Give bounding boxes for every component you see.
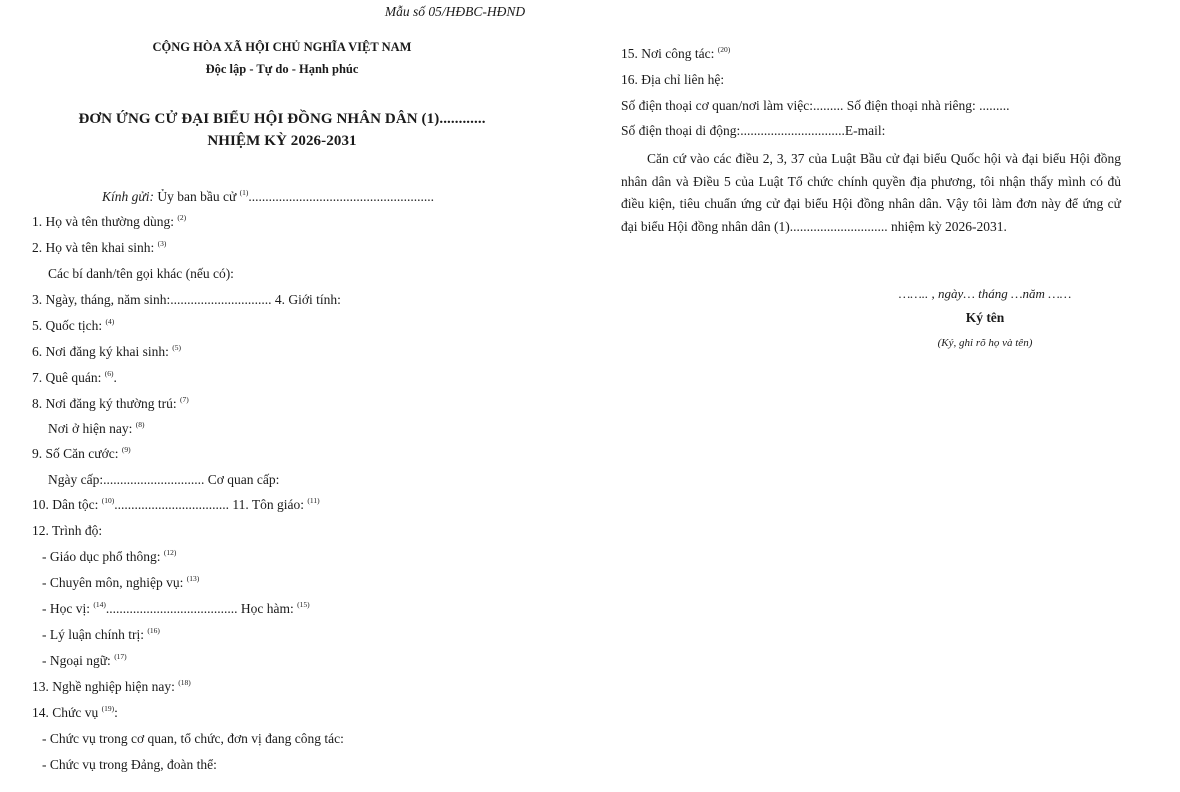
field-current-residence: Nơi ở hiện nay: $^{(8)}$ [48, 420, 145, 436]
field-dob-gender: 3. Ngày, tháng, năm sinh:.............................. 4. Giới tính: [32, 292, 341, 307]
greeting [102, 188, 434, 206]
field-general-education: - Giáo dục phổ thông: $^{(12)}$ [42, 548, 177, 564]
field-common-name: 1. Họ và tên thường dùng: $^{(2)}$ [32, 213, 187, 229]
field-aliases: Các bí danh/tên gọi khác (nếu có): [48, 266, 234, 281]
field-position: 14. Chức vụ $^{(19)}$: [32, 704, 118, 720]
form-title-line1: ĐƠN ỨNG CỬ ĐẠI BIỂU HỘI ĐỒNG NHÂN DÂN (1)............ [78, 111, 486, 127]
field-occupation: 13. Nghề nghiệp hiện nay: $^{(18)}$ [32, 678, 191, 694]
field-workplace: 15. Nơi công tác: $^{(20)}$ [621, 45, 731, 61]
signature-date: …….. , ngày… tháng …năm …… [898, 286, 1072, 301]
field-political-theory: - Lý luận chính trị: $^{(16)}$ [42, 626, 160, 642]
form-title-line2: NHIỆM KỲ 2026-2031 [207, 133, 357, 149]
signature-title: Ký tên [965, 310, 1005, 325]
field-education: 12. Trình độ: [32, 523, 103, 538]
greeting-dots: ....................................................... [248, 189, 435, 204]
field-id-issue: Ngày cấp:.............................. Cơ quan cấp: [48, 472, 280, 487]
field-id-card: 9. Số Căn cước: $^{(9)}$ [32, 445, 131, 461]
motto: Độc lập - Tự do - Hạnh phúc [205, 62, 359, 76]
field-professional: - Chuyên môn, nghiệp vụ: $^{(13)}$ [42, 574, 200, 590]
country-name: CỘNG HÒA XÃ HỘI CHỦ NGHĨA VIỆT NAM [152, 40, 412, 54]
field-mobile-email: Số điện thoại di động:...............................E-mail: [621, 123, 886, 138]
declaration-paragraph: Căn cứ vào các điều 2, 3, 37 của Luật Bầu cử đại biểu Quốc hội và đại biểu Hội đồng nhân dân và Điều 5 của Luật Tổ chức chính quyền địa phương, tôi nhận thấy mình có đủ điều kiện, tiêu chuẩn ứng cử đại biểu Hội đồng nhân dân. Vậy tôi làm đơn này để ứng cử đại biểu Hội đồng nhân dân (1)............................. nhiệm kỳ 2026-2031. [621, 151, 1121, 234]
signature-note: (Ký, ghi rõ họ và tên) [937, 337, 1033, 349]
field-hometown: 7. Quê quán: $^{(6)}$. [32, 369, 117, 385]
field-phones: Số điện thoại cơ quan/nơi làm việc:......... Số điện thoại nhà riêng: ......... [621, 98, 1010, 113]
field-degree-title: - Học vị: $^{(14)}$....................................... Học hàm: $^{(15)}$ [42, 600, 310, 616]
field-birth-name: 2. Họ và tên khai sinh: $^{(3)}$ [32, 239, 167, 255]
greeting-prefix: Kính gửi: [102, 189, 154, 204]
form-code: Mẫu số 05/HĐBC-HĐND [384, 4, 526, 19]
greeting-text: Ủy ban bầu cử [154, 189, 237, 204]
field-ethnicity-religion: 10. Dân tộc: $^{(10)}$.................................. 11. Tôn giáo: $^{(11)}$ [32, 496, 320, 512]
field-permanent-residence: 8. Nơi đăng ký thường trú: $^{(7)}$ [32, 395, 189, 411]
greeting-sup: (1) [239, 188, 249, 197]
field-nationality: 5. Quốc tịch: $^{(4)}$ [32, 317, 115, 333]
field-position-party: - Chức vụ trong Đảng, đoàn thể: [42, 757, 217, 772]
field-birth-registration: 6. Nơi đăng ký khai sinh: $^{(5)}$ [32, 343, 182, 359]
field-foreign-language: - Ngoại ngữ: $^{(17)}$ [42, 652, 127, 668]
field-position-work: - Chức vụ trong cơ quan, tổ chức, đơn vị đang công tác: [42, 731, 344, 746]
field-contact-address: 16. Địa chỉ liên hệ: [621, 72, 725, 87]
